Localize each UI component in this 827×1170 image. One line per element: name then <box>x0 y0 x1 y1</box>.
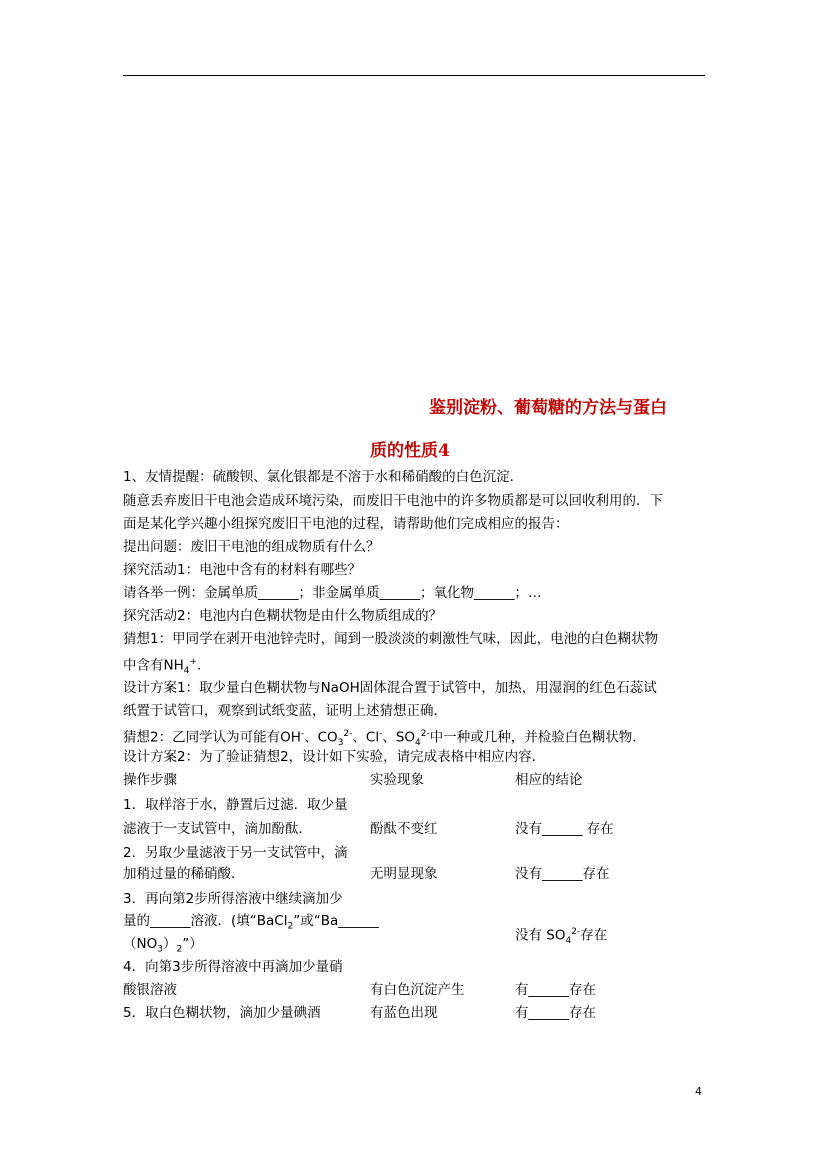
table-row-3-step-line-3: $(NO_3)_2$”） <box>123 936 203 955</box>
table-row-5-phenomenon: 有蓝色出现 <box>370 1005 438 1021</box>
page-number: 4 <box>695 1085 702 1098</box>
header-rule <box>123 75 705 76</box>
table-row-2-phenomenon: 无明显现象 <box>370 866 438 882</box>
paragraph-plan-1-cont: 纸置于试管口，观察到试纸变蓝，证明上述猜想正确． <box>123 703 447 719</box>
paragraph-activity-2: 探究活动2：电池内白色糊状物是由什么物质组成的？ <box>123 608 443 624</box>
document-title-line-1: 鉴别淀粉、葡萄糖的方法与蛋白 <box>429 398 667 418</box>
table-row-1-step-line-1: 1．取样溶于水，静置后过滤．取少量 <box>123 797 348 813</box>
paragraph-intro-1: 随意丢弃废旧干电池会造成环境污染，而废旧干电池中的许多物质都是可以回收利用的．下 <box>123 493 663 509</box>
table-row-2-step-line-1: 2．另取少量滤液于另一支试管中，滴 <box>123 845 348 861</box>
table-row-3-conclusion: 没有 $SO_4^{2-}$存在 <box>515 927 608 947</box>
table-row-3-step-line-2: 量的______溶液．(填“BaCl$_2$”或“Ba______ <box>123 913 379 932</box>
paragraph-plan-1: 设计方案1：取少量白色糊状物与NaOH固体混合置于试管中，加热，用湿润的红色石蕊试 <box>123 680 657 696</box>
table-row-3-step-line-1: 3．再向第2步所得溶液中继续滴加少 <box>123 891 343 907</box>
table-header-step: 操作步骤 <box>123 772 177 788</box>
table-row-5-step: 5．取白色糊状物，滴加少量碘酒 <box>123 1005 321 1021</box>
table-row-4-phenomenon: 有白色沉淀产生 <box>370 982 465 998</box>
table-row-1-phenomenon: 酚酞不变红 <box>370 821 438 837</box>
paragraph-question: 提出问题：废旧干电池的组成物质有什么？ <box>123 539 380 555</box>
table-header-phenomenon: 实验现象 <box>370 772 424 788</box>
table-row-5-conclusion: 有______存在 <box>515 1005 596 1021</box>
table-row-2-conclusion: 没有______存在 <box>515 866 610 882</box>
table-row-1-conclusion: 没有______ 存在 <box>515 821 614 837</box>
paragraph-examples: 请各举一例：金属单质______；非金属单质______；氧化物______；… <box>123 585 542 601</box>
table-row-2-step-line-2: 加稍过量的稀硝酸． <box>123 866 245 882</box>
paragraph-plan-2: 设计方案2：为了验证猜想2，设计如下实验，请完成表格中相应内容． <box>123 749 546 765</box>
table-row-4-step-line-2: 酸银溶液 <box>123 982 177 998</box>
document-title-line-2: 质的性质4 <box>370 441 450 461</box>
paragraph-guess-1: 猜想1：甲同学在剥开电池锌壳时，闻到一股淡淡的刺激性气味，因此，电池的白色糊状物 <box>123 631 659 647</box>
paragraph-guess-2: 猜想2：乙同学认为可能有OH-、$CO_3^{2-}$、Cl-、$SO_4^{2-}$中一种或几种，并检验白色糊状物． <box>123 729 646 749</box>
paragraph-intro-2: 面是某化学兴趣小组探究废旧干电池的过程，请帮助他们完成相应的报告： <box>123 516 569 532</box>
paragraph-activity-1: 探究活动1：电池中含有的材料有哪些？ <box>123 562 362 578</box>
table-row-4-step-line-1: 4．向第3步所得溶液中再滴加少量硝 <box>123 959 343 975</box>
table-header-conclusion: 相应的结论 <box>515 772 583 788</box>
table-row-4-conclusion: 有______存在 <box>515 982 596 998</box>
paragraph-guess-1-cont: 中含有$NH_4^+$． <box>123 657 211 677</box>
paragraph-reminder: 1、友情提醒：硫酸钡、氯化银都是不溶于水和稀硝酸的白色沉淀． <box>123 469 524 485</box>
table-row-1-step-line-2: 滤液于一支试管中，滴加酚酞． <box>123 821 312 837</box>
